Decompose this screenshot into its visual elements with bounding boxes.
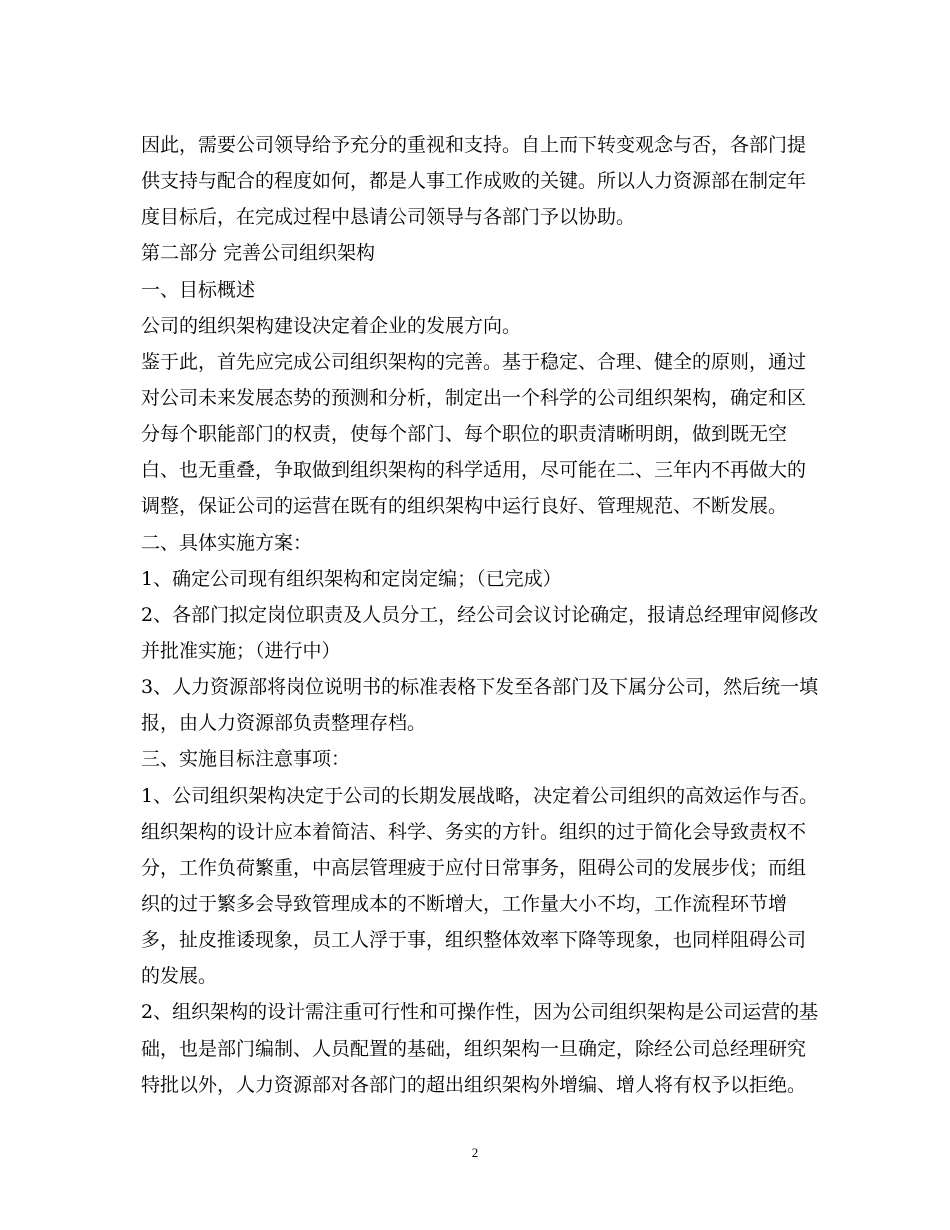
text-line: 础，也是部门编制、人员配置的基础，组织架构一旦确定，除经公司总经理研究 — [141, 1037, 807, 1060]
text-line: 白、也无重叠，争取做到组织架构的科学适用，尽可能在二、三年内不再做大的 — [141, 459, 807, 482]
section-heading: 第二部分 完善公司组织架构 — [141, 242, 376, 265]
text-line: 鉴于此，首先应完成公司组织架构的完善。基于稳定、合理、健全的原则，通过 — [141, 350, 807, 373]
list-item: 1、确定公司现有组织架构和定岗定编；（已完成） — [141, 567, 562, 590]
text-line: 分每个职能部门的权责，使每个部门、每个职位的职责清晰明朗，做到既无空 — [141, 423, 788, 446]
text-line: 对公司未来发展态势的预测和分析，制定出一个科学的公司组织架构，确定和区 — [141, 386, 807, 409]
text-line: 因此，需要公司领导给予充分的重视和支持。自上而下转变观念与否，各部门提 — [141, 134, 807, 156]
subsection-heading: 二、具体实施方案： — [141, 531, 313, 554]
text-line: 并批准实施；（进行中） — [141, 639, 341, 662]
subsection-heading: 三、实施目标注意事项： — [141, 748, 351, 771]
subsection-heading: 一、目标概述 — [141, 278, 256, 301]
page-number: 2 — [471, 1145, 479, 1160]
text-line: 特批以外，人力资源部对各部门的超出组织架构外增编、增人将有权予以拒绝。 — [141, 1073, 807, 1096]
text-line: 报，由人力资源部负责整理存档。 — [141, 712, 427, 735]
text-line: 调整，保证公司的运营在既有的组织架构中运行良好、管理规范、不断发展。 — [141, 495, 788, 518]
text-line: 的发展。 — [141, 965, 218, 988]
text-line: 公司的组织架构建设决定着企业的发展方向。 — [141, 314, 522, 337]
text-line: 多，扯皮推诿现象，员工人浮于事，组织整体效率下降等现象，也同样阻碍公司 — [141, 929, 807, 952]
text-line: 组织架构的设计应本着简洁、科学、务实的方针。组织的过于简化会导致责权不 — [141, 820, 807, 843]
text-line: 织的过于繁多会导致管理成本的不断增大，工作量大小不均，工作流程环节增 — [141, 892, 788, 915]
text-line: 分，工作负荷繁重，中高层管理疲于应付日常事务，阻碍公司的发展步伐；而组 — [141, 856, 807, 879]
text-line: 供支持与配合的程度如何，都是人事工作成败的关键。所以人力资源部在制定年 — [141, 170, 807, 193]
list-item: 1、公司组织架构决定于公司的长期发展战略，决定着公司组织的高效运作与否。 — [141, 784, 819, 807]
list-item: 2、各部门拟定岗位职责及人员分工，经公司会议讨论确定，报请总经理审阅修改 — [141, 603, 819, 626]
body-text — [141, 127, 821, 1103]
list-item: 2、组织架构的设计需注重可行性和可操作性，因为公司组织架构是公司运营的基 — [141, 1001, 819, 1024]
text-line: 度目标后，在完成过程中恳请公司领导与各部门予以协助。 — [141, 206, 636, 229]
list-item: 3、人力资源部将岗位说明书的标准表格下发至各部门及下属分公司，然后统一填 — [141, 676, 819, 699]
